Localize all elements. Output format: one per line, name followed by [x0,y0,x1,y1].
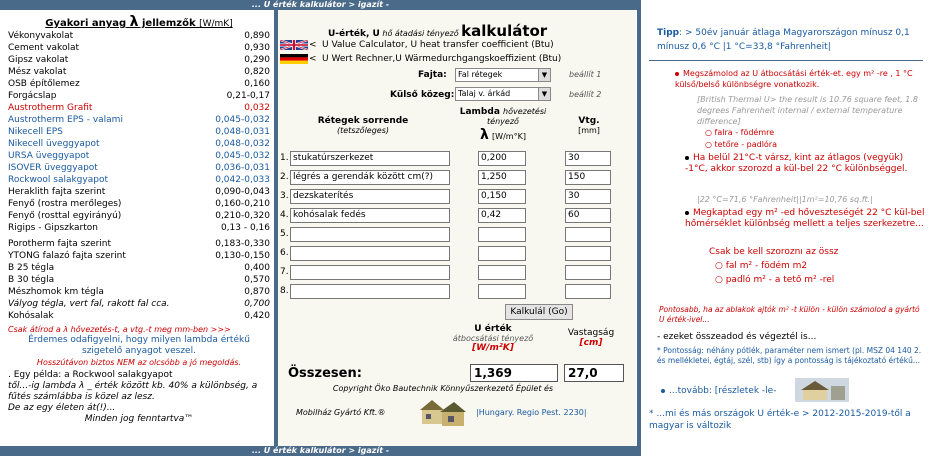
tip-sub-wall-area: ○ fal m² - födém m2 [715,261,808,271]
uk-arrow-icon: < [309,40,317,50]
material-name: Vékonyvakolat [8,31,74,41]
material-row [8,114,270,126]
layer-name-input[interactable]: dezskaterítés [290,189,450,204]
lambda-input[interactable] [478,284,526,299]
thickness-input[interactable]: 150 [565,170,611,185]
copyright: Copyright Öko Bautechnik Könnyűszerkezető Épület és [332,384,554,393]
material-value: 0,045-0,032 [215,115,270,125]
thickness-input[interactable] [565,265,611,280]
material-name: Vályog tégla, vert fal, rakott fal cca. [8,299,170,309]
tip-sub-floor-area: ○ padló m² - a tető m² -rel [715,275,835,285]
row-number: 4. [280,210,289,220]
material-value: 0,048-0,031 [215,127,270,137]
material-name: Cement vakolat [8,43,80,53]
note-lifetime: De az egy életen át(!)... [8,403,116,413]
u-value-label: U érték átbocsátási tényező [W/m²K] [452,324,534,353]
row-number: 1. [280,153,289,163]
tip-bullet-2-imperial: |22 °C=71,6 °Fahrenheit||1m²=10,76 sq.ft.| [697,195,873,204]
note-example: . Egy példa: a Rockwool salakgyapot [8,370,173,380]
material-row [8,222,270,234]
maker-name: Mobilház Gyártó Kft.® [296,408,386,417]
material-value: 0,160 [244,79,270,89]
layer-name-input[interactable] [290,227,450,242]
material-value: 0,870 [244,287,270,297]
note-rights: Minden jog fenntartva™ [84,414,194,424]
note-instruction: Csak átírod a λ hővezetés-t, a vtg.-t meg mm-ben >>> [8,325,231,334]
material-row [8,138,270,150]
tip-bullet-3-sub: Csak be kell szoroznı az össz [709,247,839,257]
material-name: URSA üveggyapot [8,151,90,161]
thickness-label: Vastagság [cm] [567,328,615,348]
chevron-down-icon: ▼ [538,69,550,81]
material-row [8,174,270,186]
tips-divider [649,60,923,61]
material-name: Mészhomok km tégla [8,287,104,297]
house-thumbnail-icon[interactable] [795,378,849,402]
thickness-input[interactable]: 30 [565,151,611,166]
material-value: 0,032 [244,103,270,113]
fajta-hint: beállít 1 [569,70,602,79]
layer-name-input[interactable] [290,265,450,280]
calculate-button[interactable]: Kalkulál (Go) [505,304,573,320]
layer-name-input[interactable] [290,246,450,261]
fajta-select[interactable]: Fal rétegek ▼ [455,68,551,82]
material-value: 0,570 [244,275,270,285]
material-name: Fenyő (rostra merőleges) [8,199,122,209]
layer-name-input[interactable] [290,284,450,299]
material-row [8,286,270,298]
kulso-label: Külső közeg: [390,90,455,100]
material-value: 0,160-0,210 [215,199,270,209]
tip-text: Tipp: > 50év január átlaga Magyarországon mínusz 0,1 mínusz 0,6 °C |1 °C=33,8 °Fahrenheit| [657,28,910,52]
material-value: 0,183-0,330 [215,239,270,249]
material-row [8,150,270,162]
material-value: 0,290 [244,55,270,65]
lambda-input[interactable] [478,246,526,261]
material-row [8,298,270,310]
material-name: Rigips - Gipszkarton [8,223,98,233]
calculator-title: U-érték, U hő átadási tényező kalkulátor [328,22,548,40]
row-number: 3. [280,191,289,201]
material-name: Forgácslap [8,91,57,101]
lambda-input[interactable]: 0,200 [478,151,526,166]
material-value: 0,090-0,043 [215,187,270,197]
separator-right [637,10,641,446]
bullet-icon [685,156,689,160]
lambda-input[interactable]: 0,150 [478,189,526,204]
material-row [8,310,270,322]
material-row [8,238,270,250]
bullet-icon [675,72,679,76]
material-name: Porotherm fajta szerint [8,239,112,249]
note-difference: től...-ig lambda λ _ érték között kb. 40% a különbség, a fűtés számlábba is közel az lesz. [8,381,258,402]
material-value: 0,210-0,320 [215,211,270,221]
material-name: Fenyő (rosttal egyirányú) [8,211,122,221]
material-row [8,90,270,102]
note-longterm: Hosszútávon biztos NEM az olcsóbb a jó megoldás. [36,358,242,367]
material-value: 0,21-0,17 [226,91,270,101]
material-row [8,186,270,198]
material-name: ISOVER üveggyapot [8,163,98,173]
lang-german: U Wert Rechner,U Wärmedurchgangskoeffizient (Btu) [322,54,562,64]
material-name: Heraklith fajta szerint [8,187,106,197]
row-number: 5. [280,229,289,239]
bottom-banner: ... U érték kalkulátor > igazít - [0,446,641,456]
tip-bullet-2: Ha belül 21°C-t vársz, kint az átlagos (vegyük) -1°C, akkor szorozd a kül-bel 22 °C különbséggel. [685,153,908,174]
row-number: 6. [280,248,289,258]
row-number: 8. [280,286,289,296]
thickness-input[interactable]: 30 [565,189,611,204]
hungary-link[interactable]: |Hungary. Regio Pest. 2230| [476,408,587,417]
lang-english: U Value Calculator, U heat transfer coefficient (Btu) [322,40,554,50]
tip-bullet-1: Megszámolod az U átbocsátási érték-et. egy m² -re , 1 °C külső/belső különbségre vonatkozik. [675,69,913,89]
material-row [8,198,270,210]
tip-sum: - ezeket összeadod és végeztél is... [657,332,817,342]
fajta-label: Fajta: [418,70,447,80]
material-row [8,78,270,90]
material-value: 0,420 [244,311,270,321]
col-lambda-header: Lambda hővezetési tényező λ [W/m°K] [459,107,547,143]
materials-panel [8,14,270,425]
material-name: Nikecell üveggyapot [8,139,100,149]
tip-accuracy: * Pontosság: néhány pótlék, paraméter nem ismert (pl. MSZ 04 140 2. és mellékletei, égtáj, szél, stb) így a pontosság is tájékoztató értékű... [657,346,922,365]
material-value: 0,820 [244,67,270,77]
calculator-panel [278,10,636,446]
material-value: 0,700 [244,299,270,309]
bullet-icon [685,211,689,215]
tip-bullet-1-imperial: [British Thermal U> the result is 10.76 square feet, 1.8 degrees Fahrenheit internal / external temperature difference] [697,95,918,126]
material-name: OSB építőlemez [8,79,80,89]
material-name: Rockwool salakgyapot [8,175,108,185]
tip-sub-wall: ○ falra - födémre [705,128,775,137]
material-value: 0,400 [244,263,270,273]
material-name: Mész vakolat [8,67,67,77]
material-row [8,42,270,54]
thickness-input[interactable] [565,227,611,242]
tips-panel [645,10,931,456]
material-name: Kohósalak [8,311,54,321]
material-row [8,250,270,262]
row-number: 7. [280,267,289,277]
materials-list [8,30,270,322]
layer-name-input[interactable]: stukatúrszerkezet [290,151,450,166]
material-row [8,30,270,42]
note-attention: Érdemes odafigyelni, hogy milyen lambda értékű szigetelő anyagot veszel. [28,335,250,356]
material-value: 0,045-0,032 [215,151,270,161]
u-result-field[interactable]: 1,369 [470,364,558,382]
material-name: Austrotherm Grafit [8,103,93,113]
uk-flag-icon[interactable] [280,40,308,50]
material-row [8,54,270,66]
materials-header: Gyakori anyag λ jellemzők [W/mK] [45,14,233,30]
col-layers-header: Rétegek sorrende (tetszőleges) [317,116,409,135]
material-name: Austrotherm EPS - valami [8,115,123,125]
thickness-input[interactable] [565,284,611,299]
material-name: Nikecell EPS [8,127,63,137]
lambda-input[interactable] [478,265,526,280]
material-row [8,102,270,114]
tip-bullet-3: Megkaptad egy m² -ed hőveszteségét 22 °C kül-bel hőmérséklet különbség mellett a teljes szerkezetre... [685,208,925,229]
house-logo-icon[interactable] [418,396,468,428]
material-row [8,262,270,274]
material-value: 0,048-0,032 [215,139,270,149]
thickness-input[interactable]: 60 [565,208,611,223]
lambda-input[interactable] [478,227,526,242]
row-number: 2. [280,172,289,182]
material-row [8,126,270,138]
layer-name-input[interactable]: kohósalak fedés [290,208,450,223]
material-row [8,66,270,78]
layer-name-input[interactable]: légrés a gerendák között cm(?) [290,170,450,185]
tip-more-link[interactable]: ...tovább: [részletek -le- [661,386,776,397]
de-arrow-icon: < [309,54,317,64]
material-name: B 30 tégla [8,275,55,285]
material-value: 0,13 - 0,16 [220,223,270,233]
lambda-input[interactable]: 0,42 [478,208,526,223]
chevron-down-icon: ▼ [538,88,550,100]
material-value: 0,042-0,033 [215,175,270,185]
lambda-input[interactable]: 1,250 [478,170,526,185]
tip-windows: Pontosabb, ha az ablakok ajtók m² -t külön - külön számolod a gyártó U érték-ivel... [659,305,920,324]
tip-sub-roof: ○ tetőre - padlóra [705,140,777,149]
material-row [8,210,270,222]
material-value: 0,890 [244,31,270,41]
material-name: YTONG falazó fajta szerint [8,251,126,261]
bullet-icon [661,389,665,393]
kulso-hint: beállít 2 [569,90,602,99]
kulso-select[interactable]: Talaj v. árkád ▼ [455,87,551,101]
thickness-result-field[interactable]: 27,0 [564,364,624,382]
thickness-input[interactable] [565,246,611,261]
top-banner: ... U érték kalkulátor > igazít - [0,0,641,10]
col-thick-header: Vtg. [mm] [578,116,600,135]
material-name: B 25 tégla [8,263,55,273]
material-row [8,162,270,174]
material-value: 0,130-0,150 [215,251,270,261]
material-row [8,274,270,286]
de-flag-icon[interactable] [280,54,308,64]
material-value: 0,036-0,031 [215,163,270,173]
sum-label: Összesen: [288,366,362,381]
tip-countries: * ...mi és más országok U érték-e > 2012-2015-2019-től a magyar is változik [649,409,911,431]
material-name: Gipsz vakolat [8,55,69,65]
material-value: 0,930 [244,43,270,53]
